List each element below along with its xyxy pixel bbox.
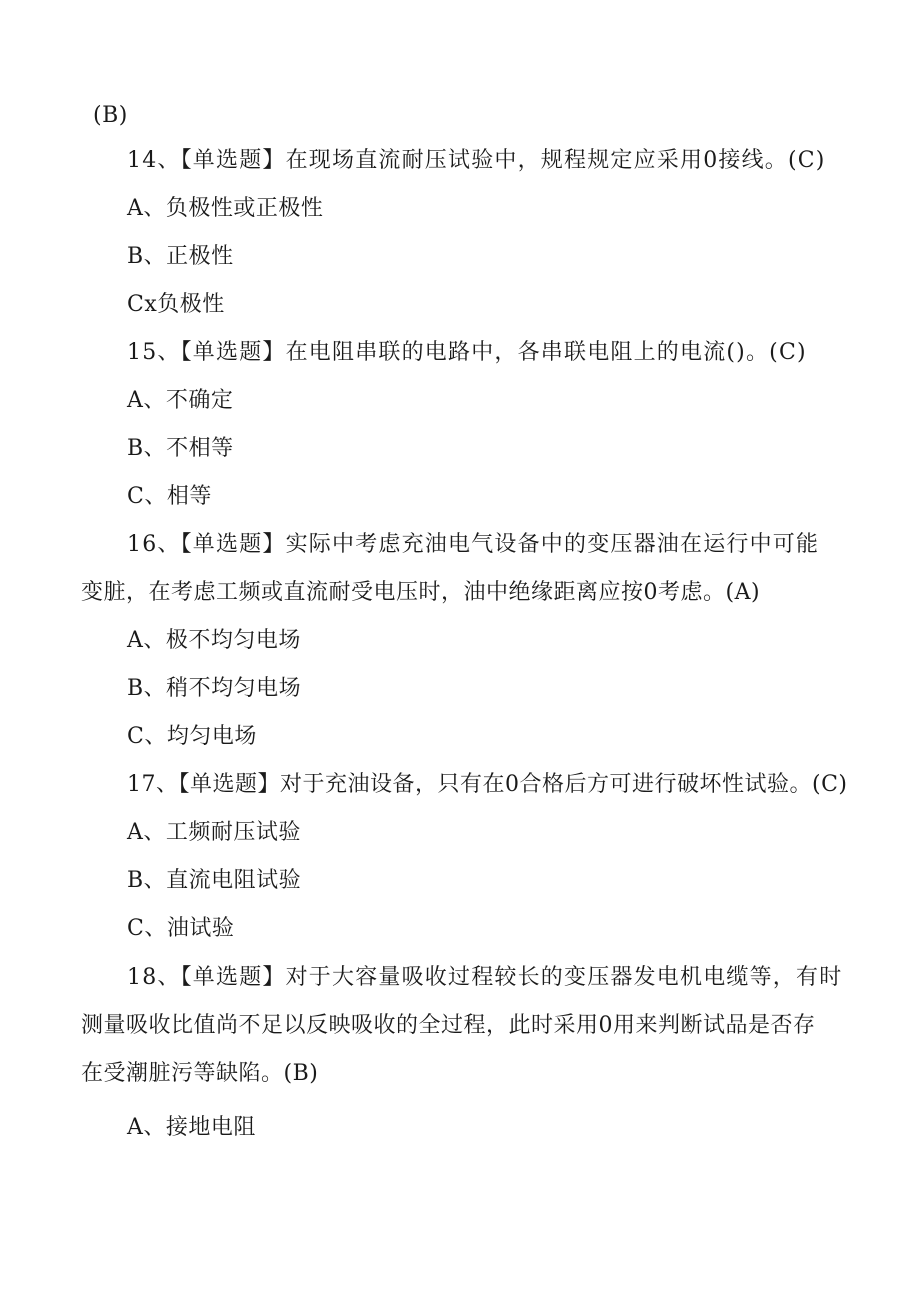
option-b: B、正极性 bbox=[127, 244, 234, 269]
question-16-continuation: 变脏，在考虑工频或直流耐受电压时，油中绝缘距离应按0考虑。(A) bbox=[81, 580, 761, 605]
option-b: B、直流电阻试验 bbox=[127, 868, 302, 893]
option-c: C、相等 bbox=[127, 484, 212, 509]
option-a: A、工频耐压试验 bbox=[127, 820, 301, 845]
option-a: A、负极性或正极性 bbox=[127, 196, 324, 221]
option-c: C、油试验 bbox=[127, 916, 235, 941]
option-c: Cx负极性 bbox=[127, 292, 225, 317]
answer-line: (B) bbox=[93, 103, 128, 128]
option-b: B、不相等 bbox=[127, 436, 234, 461]
question-16: 16、【单选题】实际中考虑充油电气设备中的变压器油在运行中可能 bbox=[127, 532, 820, 557]
question-18-continuation: 测量吸收比值尚不足以反映吸收的全过程，此时采用0用来判断试品是否存 bbox=[81, 1013, 816, 1038]
option-a: A、极不均匀电场 bbox=[127, 628, 301, 653]
question-18: 18、【单选题】对于大容量吸收过程较长的变压器发电机电缆等，有时 bbox=[127, 965, 843, 990]
question-18-continuation: 在受潮脏污等缺陷。(B) bbox=[81, 1061, 319, 1086]
question-15: 15、【单选题】在电阻串联的电路中，各串联电阻上的电流()。(C) bbox=[127, 340, 807, 365]
option-a: A、不确定 bbox=[127, 388, 234, 413]
option-a: A、接地电阻 bbox=[127, 1115, 256, 1140]
question-14: 14、【单选题】在现场直流耐压试验中，规程规定应采用0接线。(C) bbox=[127, 148, 826, 173]
option-c: C、均匀电场 bbox=[127, 724, 257, 749]
question-17: 17、【单选题】对于充油设备，只有在0合格后方可进行破坏性试验。(C) bbox=[127, 772, 848, 797]
option-b: B、稍不均匀电场 bbox=[127, 676, 302, 701]
